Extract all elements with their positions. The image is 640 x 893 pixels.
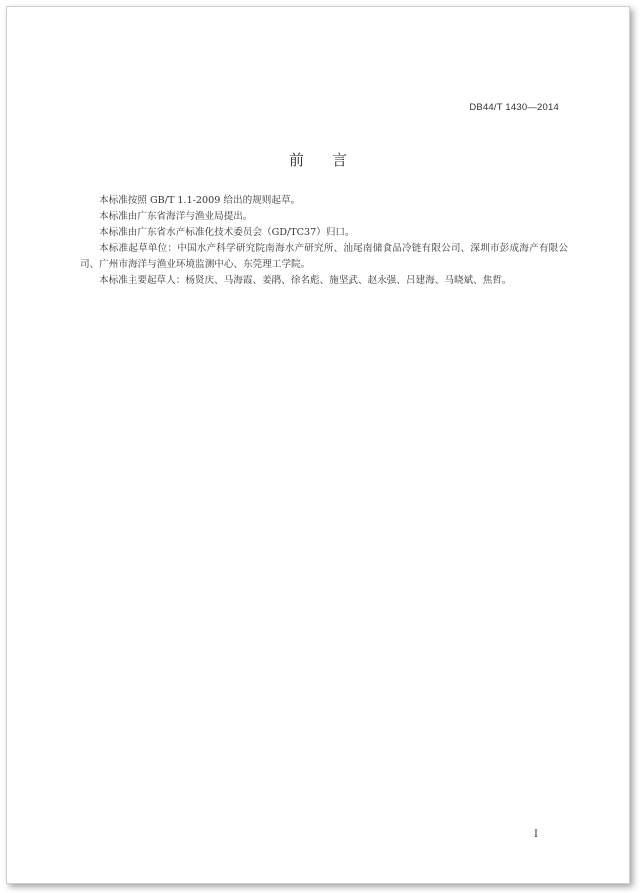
- document-page: [6, 6, 630, 884]
- paragraph-committee: 本标准由广东省水产标准化技术委员会（GD/TC37）归口。: [99, 227, 355, 238]
- document-code: DB44/T 1430—2014: [469, 102, 559, 113]
- page-title: 前言: [288, 151, 375, 169]
- paragraph-drafting-units: 本标准起草单位：中国水产科学研究院南海水产研究所、汕尾南储食品冷链有限公司、深圳市彭成海产有限公司、广州市海洋与渔业环境监测中心、东莞理工学院。: [80, 243, 568, 270]
- paragraph-drafting-rules: 本标准按照 GB/T 1.1-2009 给出的规则起草。: [99, 195, 301, 206]
- foreword-body: [80, 193, 568, 289]
- paragraph-proposer: 本标准由广东省海洋与渔业局提出。: [99, 211, 253, 222]
- paragraph-drafters: 本标准主要起草人：杨贤庆、马海霞、姜鹃、徐名彪、施坚武、赵永强、吕建海、马晓斌、焦哲。: [99, 275, 512, 286]
- page-number: I: [534, 829, 538, 840]
